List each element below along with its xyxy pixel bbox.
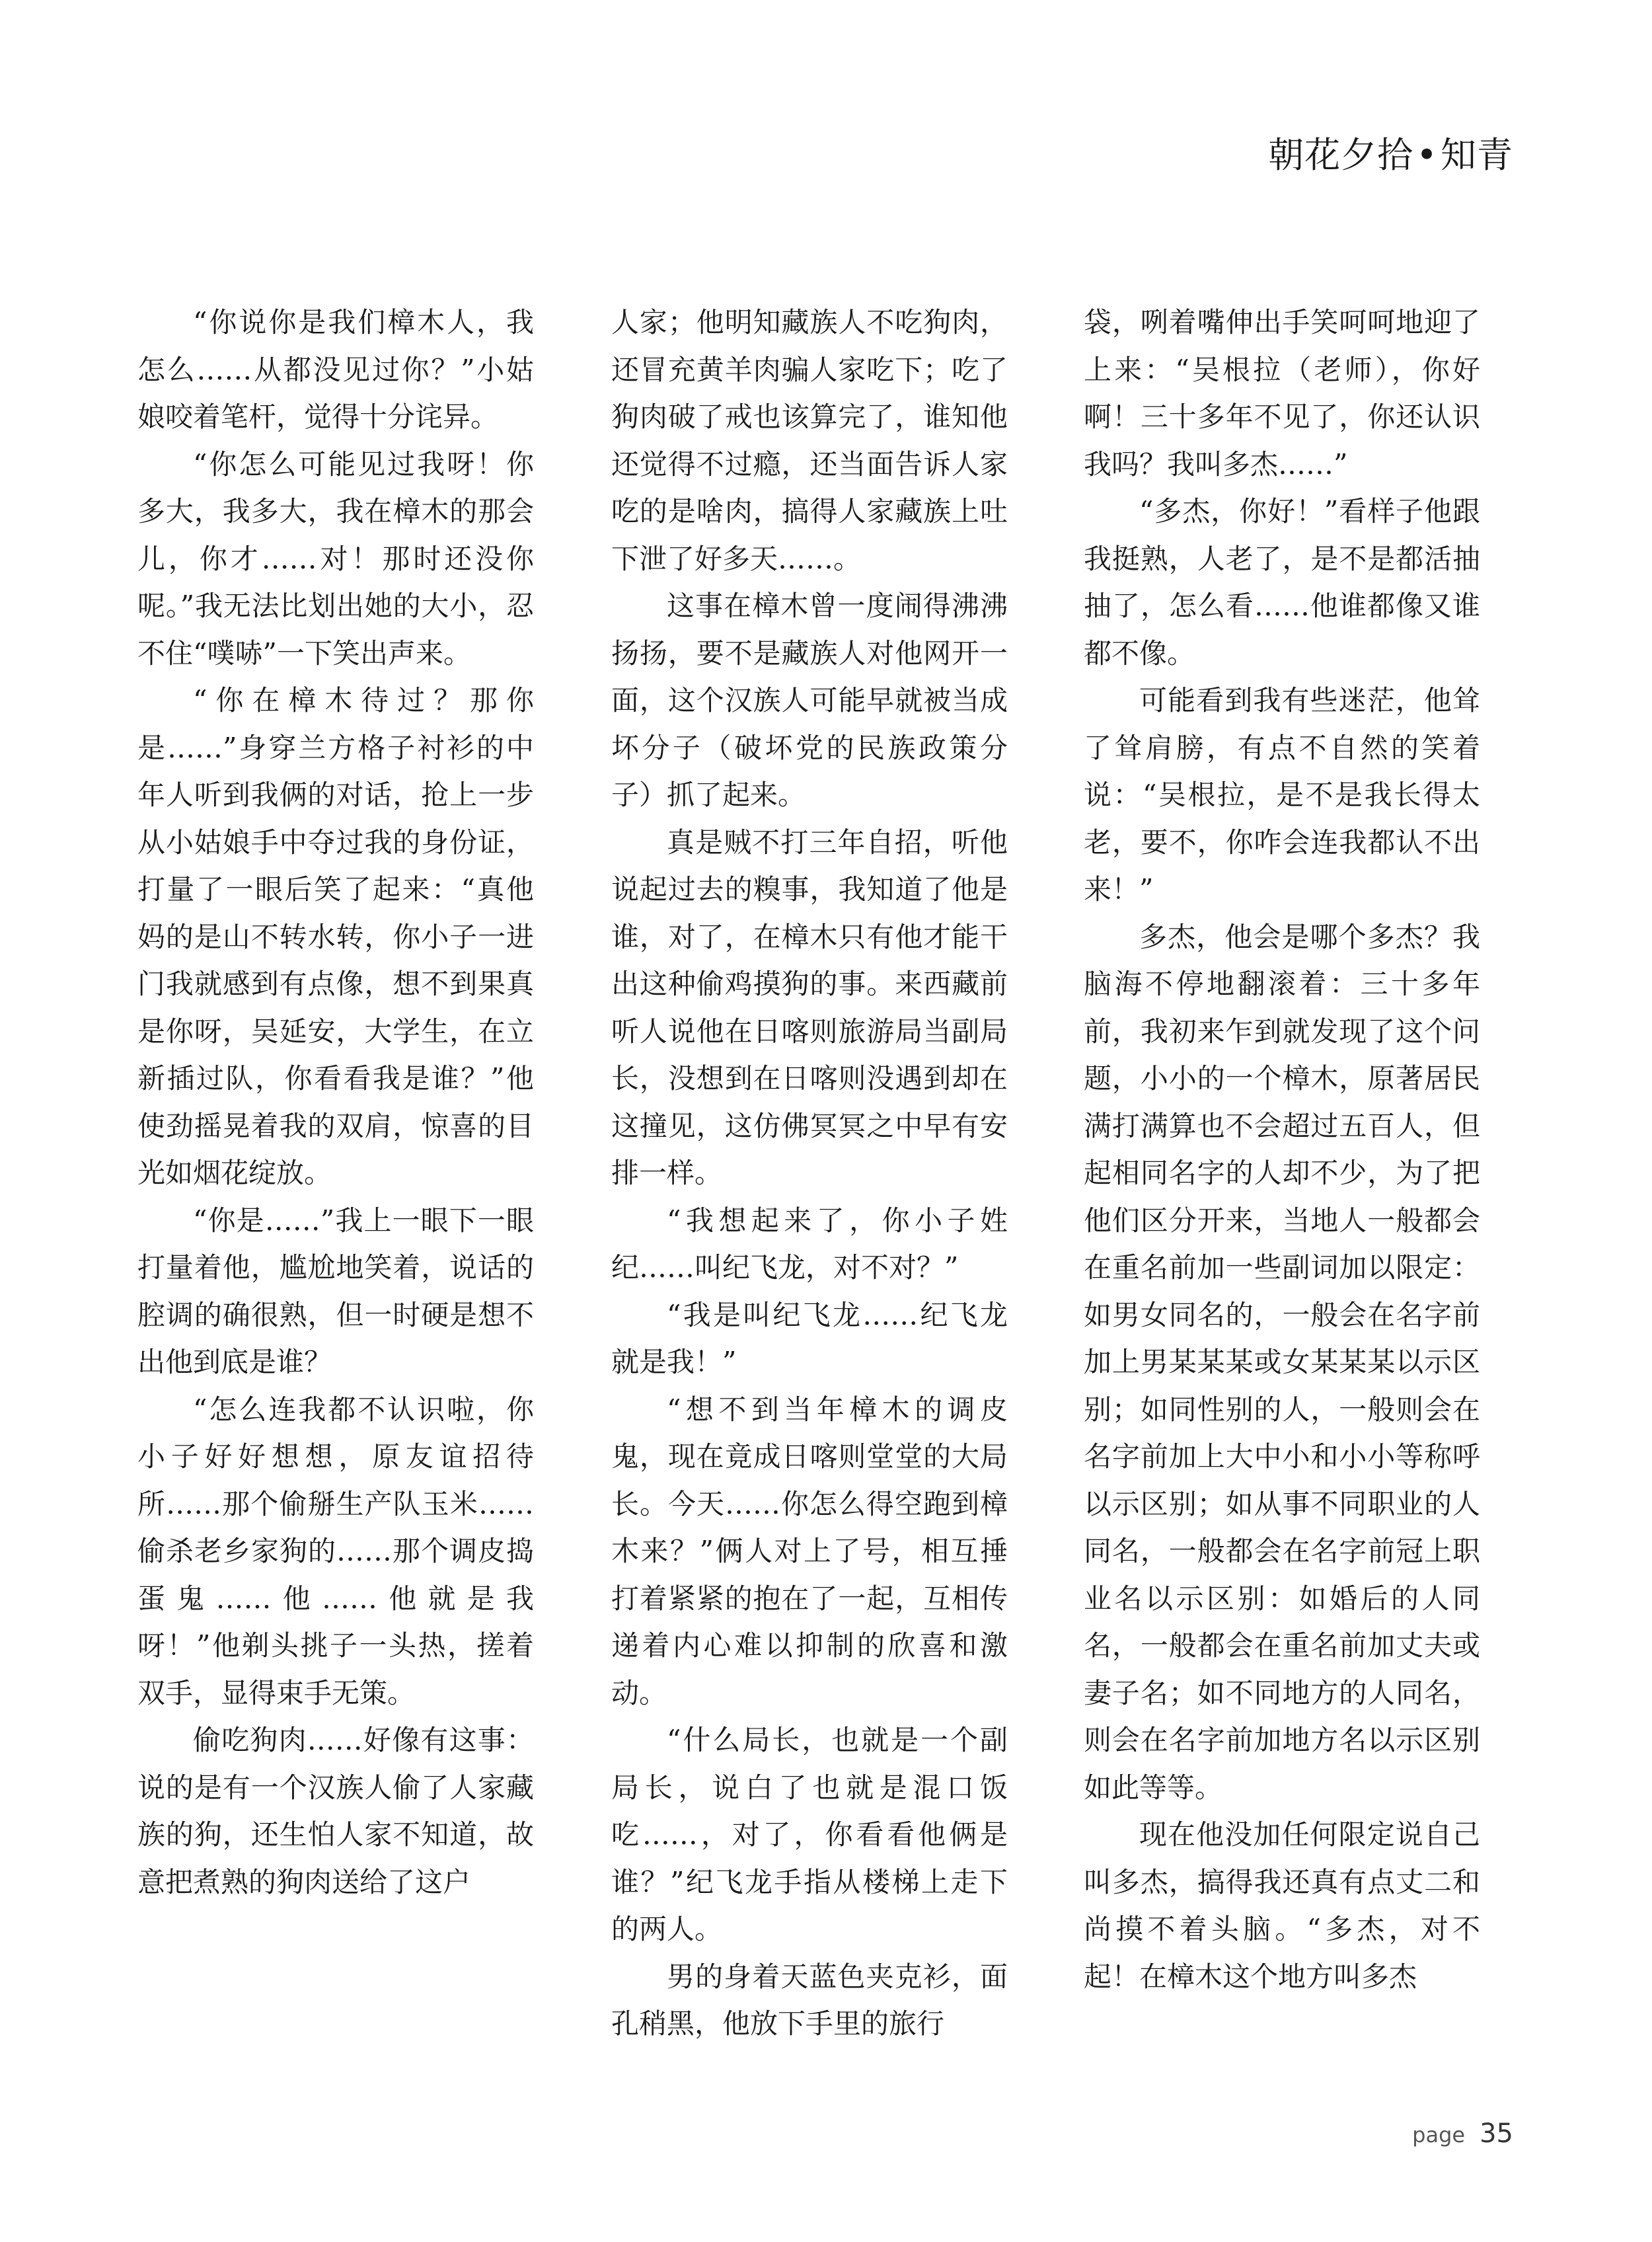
paragraph: 人家；他明知藏族人不吃狗肉，还冒充黄羊肉骗人家吃下；吃了狗肉破了戒也该算完了，谁知他还觉得不过瘾，还当面告诉人家吃的是啥肉，搞得人家藏族上吐下泄了好多天……。 [611, 306, 1008, 575]
paragraph: “你在樟木待过？那你是……”身穿兰方格子衬衫的中年人听到我俩的对话，抢上一步从小姑娘手中夺过我的身份证，打量了一眼后笑了起来：“真他妈的是山不转水转，你小子一进门我就感到有点像，想不到果真是你呀，吴延安，大学生，在立新插过队，你看看我是谁？”他使劲摇晃着我的双肩，惊喜的目光如烟花绽放。 [137, 684, 534, 1189]
paragraph: “我想起来了，你小子姓纪……叫纪飞龙，对不对？” [611, 1204, 1008, 1284]
paragraph: 真是贼不打三年自招，听他说起过去的糗事，我知道了他是谁，对了，在樟木只有他才能干出这种偷鸡摸狗的事。来西藏前听人说他在日喀则旅游局当副局长，没想到在日喀则没遇到却在这撞见，这仿佛冥冥之中早有安排一样。 [611, 826, 1008, 1189]
paragraph: “你说你是我们樟木人，我怎么……从都没见过你？”小姑娘咬着笔杆，觉得十分诧异。 [137, 306, 534, 433]
section-category: 知青 [1441, 134, 1513, 176]
paragraph: 男的身着天蓝色夹克衫，面孔稍黑，他放下手里的旅行 [611, 1960, 1008, 2040]
page-label: page [1412, 2122, 1466, 2147]
paragraph: 可能看到我有些迷茫，他耸了耸肩膀，有点不自然的笑着说：“吴根拉，是不是我长得太老，要不，你咋会连我都认不出来！” [1084, 684, 1480, 906]
text-column-2 [611, 299, 1008, 2048]
text-column-3 [1084, 299, 1480, 2000]
page-number: 35 [1480, 2118, 1513, 2149]
text-column-1 [137, 299, 534, 1906]
title-separator: • [1416, 134, 1438, 176]
section-header [1268, 127, 1513, 178]
paragraph: “我是叫纪飞龙……纪飞龙就是我！” [611, 1298, 1008, 1378]
paragraph: “多杰，你好！”看样子他跟我挺熟，人老了，是不是都活抽抽了，怎么看……他谁都像又谁都不像。 [1084, 495, 1480, 670]
page-footer [1412, 2118, 1513, 2149]
paragraph: “怎么连我都不认识啦，你小子好好想想，原友谊招待所……那个偷掰生产队玉米……偷杀老乡家狗的……那个调皮捣蛋鬼……他……他就是我呀！”他剃头挑子一头热，搓着双手，显得束手无策。 [137, 1393, 534, 1709]
paragraph: 多杰，他会是哪个多杰？我脑海不停地翻滚着：三十多年前，我初来乍到就发现了这个问题，小小的一个樟木，原著居民满打满算也不会超过五百人，但起相同名字的人却不少，为了把他们区分开来，当地人一般都会在重名前加一些副词加以限定：如男女同名的，一般会在名字前加上男某某某或女某某某以示区别；如同性别的人，一般则会在名字前加上大中小和小小等称呼以示区别；如从事不同职业的人同名，一般都会在名字前冠上职业名以示区别：如婚后的人同名，一般都会在重名前加丈夫或妻子名；如不同地方的人同名，则会在名字前加地方名以示区别如此等等。 [1084, 920, 1480, 1804]
paragraph: 偷吃狗肉……好像有这事：说的是有一个汉族人偷了人家藏族的狗，还生怕人家不知道，故意把煮熟的狗肉送给了这户 [137, 1724, 534, 1898]
section-title: 朝花夕拾 [1268, 134, 1414, 176]
paragraph: “想不到当年樟木的调皮鬼，现在竟成日喀则堂堂的大局长。今天……你怎么得空跑到樟木来？”俩人对上了号，相互捶打着紧紧的抱在了一起，互相传递着内心难以抑制的欣喜和激动。 [611, 1393, 1008, 1709]
paragraph: “你是……”我上一眼下一眼打量着他，尴尬地笑着，说话的腔调的确很熟，但一时硬是想不出他到底是谁？ [137, 1204, 534, 1378]
paragraph: 袋，咧着嘴伸出手笑呵呵地迎了上来：“吴根拉（老师），你好啊！三十多年不见了，你还认识我吗？我叫多杰……” [1084, 306, 1480, 481]
paragraph: 这事在樟木曾一度闹得沸沸扬扬，要不是藏族人对他网开一面，这个汉族人可能早就被当成坏分子（破坏党的民族政策分子）抓了起来。 [611, 590, 1008, 811]
paragraph: “什么局长，也就是一个副局长，说白了也就是混口饭吃……，对了，你看看他俩是谁？”纪飞龙手指从楼梯上走下的两人。 [611, 1724, 1008, 1945]
paragraph: “你怎么可能见过我呀！你多大，我多大，我在樟木的那会儿，你才……对！那时还没你呢。”我无法比划出她的大小，忍不住“噗哧”一下笑出声来。 [137, 447, 534, 670]
paragraph: 现在他没加任何限定说自己叫多杰，搞得我还真有点丈二和尚摸不着头脑。“多杰，对不起！在樟木这个地方叫多杰 [1084, 1818, 1480, 1993]
